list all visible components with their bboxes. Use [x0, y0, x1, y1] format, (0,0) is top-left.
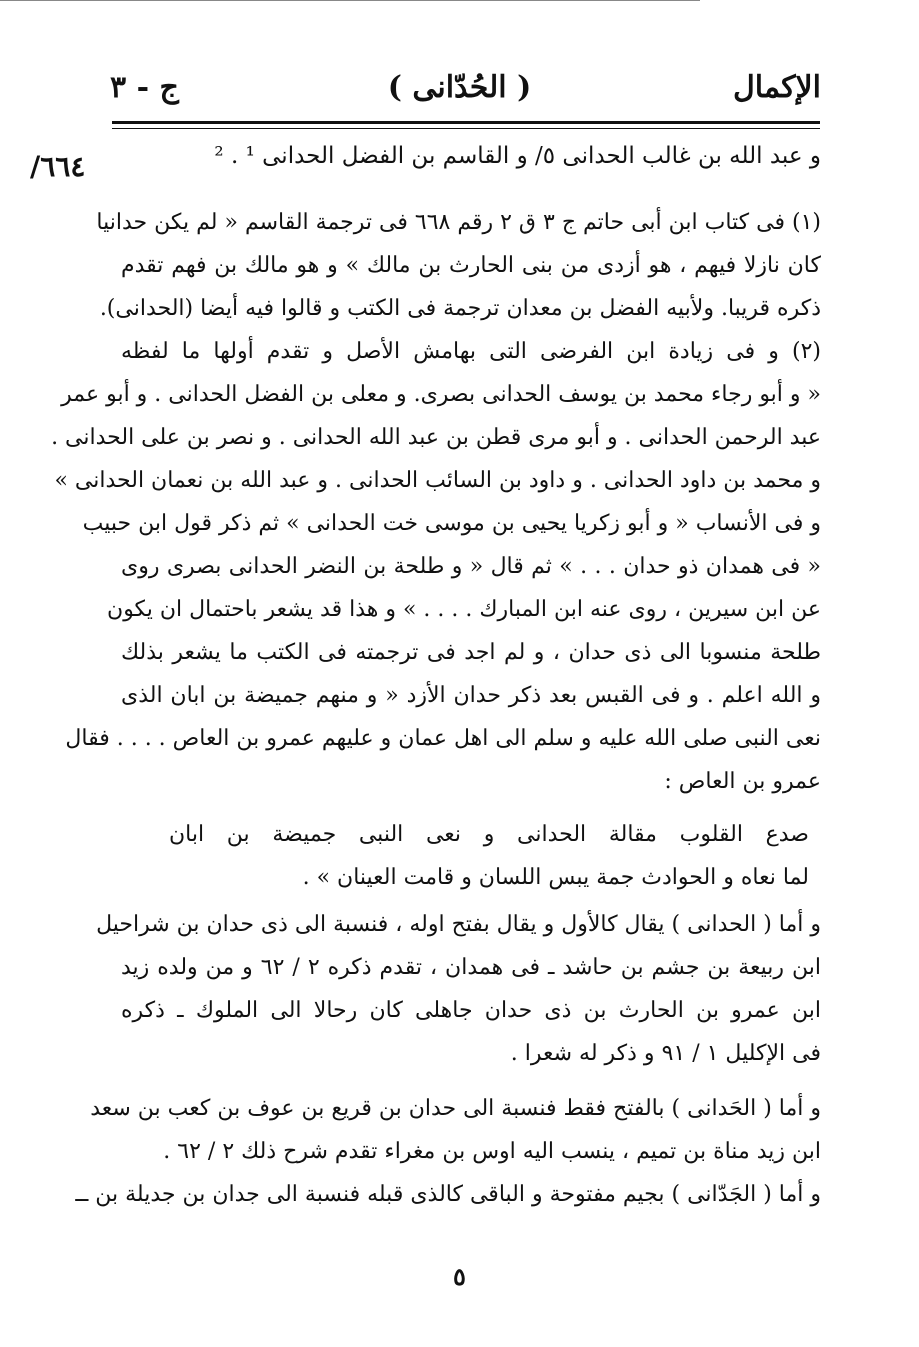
footnote-line: ابن ربيعة بن جشم بن حاشد ـ فى همدان ، تقدم ذكره ٢ / ٦٢ و من ولده زيد: [121, 955, 822, 980]
footnote-line: « فى همدان ذو حدان . . . » ثم قال « و طلحة بن النضر الحدانى بصرى روى: [121, 554, 821, 579]
header-book-title: الإكمال: [732, 70, 821, 105]
verse-line: لما نعاه و الحوادث جمة يبس اللسان و قامت العينان » .: [302, 865, 809, 890]
footnote-line: و الله اعلم . و فى القبس بعد ذكر حدان الأزد « و منهم جميضة بن ابان الذى: [121, 683, 821, 708]
footnote-line: فى الإكليل ١ / ٩١ و ذكر له شعرا .: [510, 1041, 821, 1066]
main-text-line: و عبد الله بن غالب الحدانى ٥/ و القاسم بن الفضل الحدانى ¹ . ²: [214, 143, 821, 169]
footnote-line: ابن عمرو بن الحارث بن ذى حدان جاهلى كان رحالا الى الملوك ـ ذكره: [121, 998, 821, 1023]
footnote-line: و فى الأنساب « و أبو زكريا يحيى بن موسى خت الحدانى » ثم ذكر قول ابن حبيب: [82, 511, 821, 536]
header-entry-title: ( الحُدّانى ): [387, 70, 532, 105]
page-number: ٥: [453, 1262, 466, 1291]
footnote-line: طلحة منسوبا الى ذى حدان ، و لم اجد فى ترجمته فى الكتب ما يشعر بذلك: [121, 640, 821, 665]
footnote-line: (١) فى كتاب ابن أبى حاتم ج ٣ ق ٢ رقم ٦٦٨ فى ترجمة القاسم « لم يكن حدانيا: [96, 210, 821, 235]
header-volume: ج - ٣: [110, 70, 179, 105]
footnote-line: و أما ( الجَدّانى ) بجيم مفتوحة و الباقى كالذى قبله فنسبة الى جدان بن جديلة بن ــ: [75, 1182, 821, 1207]
footnote-line: ذكره قريبا. ولأبيه الفضل بن معدان ترجمة فى الكتب و قالوا فيه أيضا (الحدانى).: [99, 296, 821, 321]
footnote-line: نعى النبى صلى الله عليه و سلم الى اهل عمان و عليهم عمرو بن العاص . . . . فقال: [65, 726, 821, 751]
header-rule-thin: [112, 128, 820, 129]
margin-page-reference: /٦٦٤: [30, 150, 86, 183]
footnote-line: (٢) و فى زيادة ابن الفرضى التى بهامش الأصل و تقدم أولها ما لفظه: [121, 339, 821, 364]
footnote-line: ابن زيد مناة بن تميم ، ينسب اليه اوس بن مغراء تقدم شرح ذلك ٢ / ٦٢ .: [163, 1139, 821, 1164]
verse-line: صدع القلوب مقالة الحدانى و نعى النبى جميضة بن ابان: [169, 822, 809, 847]
footnote-line: و محمد بن داود الحدانى . و داود بن السائب الحدانى . و عبد الله بن نعمان الحدانى »: [54, 468, 821, 493]
footnote-line: « و أبو رجاء محمد بن يوسف الحدانى بصرى. و معلى بن الفضل الحدانى . و أبو عمر: [61, 382, 821, 407]
footnote-line: كان نازلا فيهم ، هو أزدى من بنى الحارث بن مالك » و هو مالك بن فهم تقدم: [121, 253, 821, 278]
footnote-line: عبد الرحمن الحدانى . و أبو مرى قطن بن عبد الله الحدانى . و نصر بن على الحدانى .: [51, 425, 821, 450]
footnote-line: عمرو بن العاص :: [664, 769, 821, 794]
header-rule-thick: [112, 121, 820, 124]
footnote-line: و أما ( الحدانى ) يقال كالأول و يقال بفتح اوله ، فنسبة الى ذى حدان بن شراحيل: [96, 912, 821, 937]
footnote-line: و أما ( الحَدانى ) بالفتح فقط فنسبة الى حدان بن قريع بن عوف بن كعب بن سعد: [90, 1096, 821, 1121]
footnote-line: عن ابن سيرين ، روى عنه ابن المبارك . . . . » و هذا قد يشعر باحتمال ان يكون: [107, 597, 821, 622]
footnote-separator: [0, 0, 700, 1]
